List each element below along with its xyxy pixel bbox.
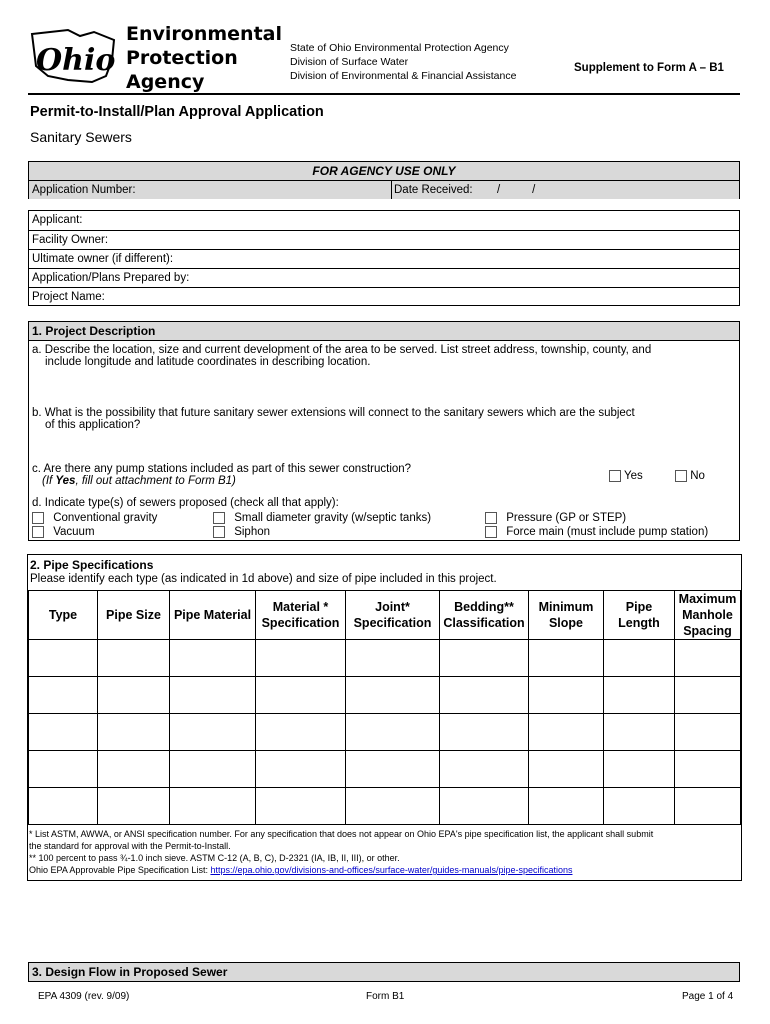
logo-line-protection: Protection [126, 47, 238, 69]
section1-box [28, 321, 740, 541]
pump-yes-label: Yes [624, 470, 643, 483]
pipe-table-row [29, 751, 741, 788]
pipe-table-row [29, 640, 741, 677]
sewer-type-siphon[interactable] [213, 526, 270, 538]
prepared-by-field[interactable]: Application/Plans Prepared by: [29, 268, 739, 287]
pipe-table-cell[interactable] [98, 714, 170, 751]
pipe-table-cell[interactable] [604, 677, 675, 714]
pipe-table-cell[interactable] [98, 751, 170, 788]
pipe-table-cell[interactable] [29, 640, 98, 677]
pipe-table-cell[interactable] [346, 714, 440, 751]
col-type: Type [29, 591, 98, 640]
page-title: Permit-to-Install/Plan Approval Application [30, 104, 324, 120]
pipe-table-cell[interactable] [346, 640, 440, 677]
pipe-table-cell[interactable] [529, 640, 604, 677]
sewer-type-label: Small diameter gravity (w/septic tanks) [234, 512, 432, 525]
footer-form-name: Form B1 [366, 991, 405, 1002]
agency-line: Division of Surface Water [290, 56, 409, 68]
pipe-table-cell[interactable] [440, 788, 529, 825]
pipe-table-cell[interactable] [256, 677, 346, 714]
pipe-table-cell[interactable] [529, 751, 604, 788]
pipe-table-cell[interactable] [170, 714, 256, 751]
note-specification-cont: the standard for approval with the Permit-to-Install. [29, 841, 231, 851]
col-material-spec: Material * Specification [256, 591, 346, 640]
section1-heading: 1. Project Description [29, 322, 739, 341]
pipe-table-cell[interactable] [675, 788, 741, 825]
footer-form-number: EPA 4309 (rev. 9/09) [38, 991, 130, 1002]
sewer-type-label: Vacuum [53, 526, 95, 539]
logo-line-environmental: Environmental [126, 23, 282, 45]
col-min-slope: Minimum Slope [529, 591, 604, 640]
pump-yes-checkbox[interactable] [609, 470, 621, 482]
col-bedding: Bedding** Classification [440, 591, 529, 640]
date-received-label: Date Received: [394, 184, 473, 196]
sewer-type-force-main[interactable] [485, 526, 708, 538]
ohio-logo-mark [28, 26, 118, 86]
page-subtitle: Sanitary Sewers [30, 129, 132, 145]
question-a [32, 344, 737, 368]
question-c-prefix: (If [42, 475, 56, 487]
col-max-manhole-spacing: Maximum Manhole Spacing [675, 591, 741, 640]
pipe-table-cell[interactable] [529, 788, 604, 825]
pipe-table-cell[interactable] [256, 751, 346, 788]
pipe-table-cell[interactable] [256, 640, 346, 677]
vacuum-checkbox[interactable] [32, 526, 44, 538]
pipe-table-cell[interactable] [440, 714, 529, 751]
col-pipe-length: Pipe Length [604, 591, 675, 640]
col-pipe-material: Pipe Material [170, 591, 256, 640]
col-joint-spec: Joint* Specification [346, 591, 440, 640]
question-b-line2: of this application? [45, 419, 141, 431]
pipe-table-cell[interactable] [604, 714, 675, 751]
project-name-field[interactable]: Project Name: [29, 287, 739, 306]
sewer-type-conventional[interactable] [32, 512, 157, 524]
question-c-line2 [32, 475, 411, 487]
pipe-table-cell[interactable] [440, 751, 529, 788]
question-a-line1: a. Describe the location, size and current development of the area to be served. List street address, township, county, and [32, 344, 652, 356]
section2-intro: Please identify each type (as indicated in 1d above) and size of pipe included in this project. [30, 573, 497, 585]
pipe-table-cell[interactable] [29, 788, 98, 825]
siphon-checkbox[interactable] [213, 526, 225, 538]
question-a-line2: include longitude and latitude coordinates in describing location. [45, 356, 371, 368]
spec-list-label: Ohio EPA Approvable Pipe Specification List: [29, 865, 211, 875]
pipe-table-row [29, 677, 741, 714]
applicant-box [28, 210, 740, 306]
header-rule [28, 93, 740, 95]
pipe-table-cell[interactable] [98, 788, 170, 825]
sewer-type-label: Pressure (GP or STEP) [506, 512, 627, 525]
pipe-table-cell[interactable] [98, 640, 170, 677]
pipe-table-cell[interactable] [170, 788, 256, 825]
logo-line-agency: Agency [126, 71, 205, 93]
pipe-table-cell[interactable] [256, 714, 346, 751]
question-c-line1: c. Are there any pump stations included as part of this sewer construction? [32, 463, 412, 475]
agency-line: Division of Environmental & Financial Assistance [290, 70, 517, 82]
pipe-table-cell[interactable] [675, 640, 741, 677]
small-diameter-checkbox[interactable] [213, 512, 225, 524]
footer-page-number: Page 1 of 4 [682, 991, 734, 1002]
pump-no-checkbox[interactable] [675, 470, 687, 482]
pipe-table-cell[interactable] [256, 788, 346, 825]
col-pipe-size: Pipe Size [98, 591, 170, 640]
note-bedding: ** 100 percent to pass ¾-1.0 inch sieve. ASTM C-12 (A, B, C), D-2321 (IA, IB, II, III), or other. [29, 853, 400, 863]
sewer-type-label: Siphon [234, 526, 271, 539]
pipe-table-cell[interactable] [440, 677, 529, 714]
pipe-table-cell[interactable] [604, 788, 675, 825]
application-number-label: Application Number: [32, 184, 136, 196]
conventional-gravity-checkbox[interactable] [32, 512, 44, 524]
agency-logo-text [126, 22, 282, 94]
facility-owner-field[interactable]: Facility Owner: [29, 230, 739, 249]
agency-line: State of Ohio Environmental Protection Agency [290, 42, 509, 54]
pump-no-option[interactable] [675, 470, 705, 482]
agency-use-divider [391, 181, 392, 199]
question-b-line1: b. What is the possibility that future sanitary sewer extensions will connect to the sanitary sewers which are the subject [32, 407, 635, 419]
question-b [32, 407, 737, 431]
pipe-table-cell[interactable] [604, 640, 675, 677]
question-c-suffix: , fill out attachment to Form B1) [75, 475, 236, 487]
pipe-spec-table [28, 590, 741, 825]
agency-use-heading: FOR AGENCY USE ONLY [29, 162, 739, 180]
pipe-table-row [29, 788, 741, 825]
pipe-table-row [29, 714, 741, 751]
pipe-table-cell[interactable] [29, 677, 98, 714]
sewer-type-small-diameter[interactable] [213, 512, 431, 524]
pipe-notes [29, 828, 741, 876]
pipe-table-cell[interactable] [675, 751, 741, 788]
question-c-yes-bold: Yes [55, 475, 76, 487]
pipe-table-cell[interactable] [29, 714, 98, 751]
pipe-table-cell[interactable] [440, 640, 529, 677]
applicant-field[interactable]: Applicant: [32, 214, 83, 226]
agency-use-row [29, 180, 739, 199]
ultimate-owner-field[interactable]: Ultimate owner (if different): [29, 249, 739, 268]
note-specification: * List ASTM, AWWA, or ANSI specification number. For any specification that does not appear on Ohio EPA's pipe specification list, the applicant shall submit [29, 829, 654, 839]
question-d: d. Indicate type(s) of sewers proposed (check all that apply): [32, 497, 339, 509]
sewer-type-pressure[interactable] [485, 512, 626, 524]
pipe-table-cell[interactable] [604, 751, 675, 788]
sewer-type-label: Conventional gravity [53, 512, 158, 525]
pipe-table-cell[interactable] [529, 677, 604, 714]
pump-yes-option[interactable] [609, 470, 643, 482]
pipe-table-cell[interactable] [346, 788, 440, 825]
pipe-table-cell[interactable] [29, 751, 98, 788]
pipe-table-header-row [29, 591, 741, 640]
svg-text:Ohio: Ohio [36, 43, 116, 78]
pressure-checkbox[interactable] [485, 512, 497, 524]
pipe-table-cell[interactable] [170, 677, 256, 714]
pipe-table-cell[interactable] [170, 751, 256, 788]
agency-division-lines [290, 41, 516, 83]
pipe-table-cell[interactable] [675, 714, 741, 751]
date-received-slashes: / / [497, 184, 536, 196]
sewer-type-label: Force main (must include pump station) [506, 526, 709, 539]
pipe-table-cell[interactable] [346, 677, 440, 714]
question-c [32, 463, 411, 487]
agency-use-box [28, 161, 740, 199]
force-main-checkbox[interactable] [485, 526, 497, 538]
pump-no-label: No [690, 470, 705, 483]
pipe-table-cell[interactable] [346, 751, 440, 788]
section2-heading: 2. Pipe Specifications [30, 558, 154, 572]
section3-heading: 3. Design Flow in Proposed Sewer [28, 962, 740, 982]
pipe-table-cell[interactable] [675, 677, 741, 714]
pipe-table-cell[interactable] [529, 714, 604, 751]
supplement-label: Supplement to Form A – B1 [574, 62, 724, 74]
spec-list-link[interactable]: https://epa.ohio.gov/divisions-and-offices/surface-water/guides-manuals/pipe-specifications [210, 865, 573, 875]
sewer-type-vacuum[interactable] [32, 526, 95, 538]
note-spec-list [29, 864, 741, 876]
pipe-table-cell[interactable] [98, 677, 170, 714]
pipe-table-cell[interactable] [170, 640, 256, 677]
